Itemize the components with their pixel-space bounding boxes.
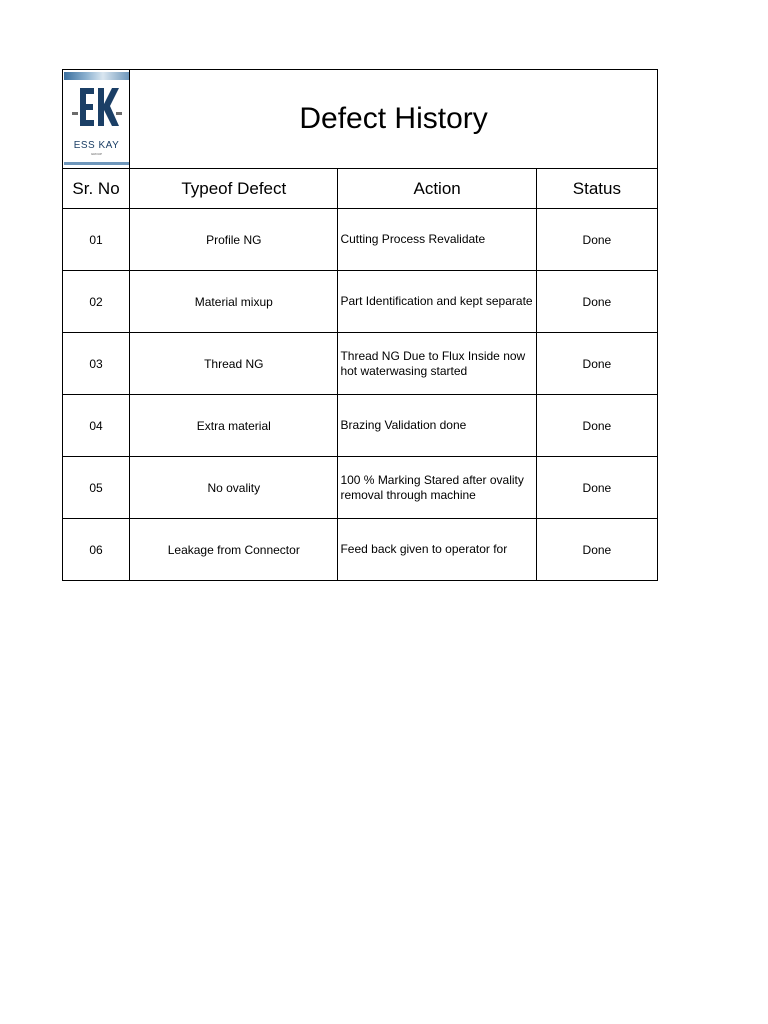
ek-logo-mark-icon — [72, 84, 122, 138]
column-header-status: Status — [536, 169, 657, 209]
cell-action: Thread NG Due to Flux Inside now hot waterwasing started — [338, 333, 536, 395]
logo-company-name: ESS KAY — [73, 140, 120, 151]
cell-defect-type: Leakage from Connector — [130, 519, 338, 581]
table-row — [63, 271, 658, 333]
logo-cell — [63, 70, 130, 169]
cell-defect-type: Material mixup — [130, 271, 338, 333]
cell-action: Brazing Validation done — [338, 395, 536, 457]
cell-sr-no: 03 — [63, 333, 130, 395]
header-row — [63, 169, 658, 209]
column-header-action: Action — [338, 169, 536, 209]
column-header-sr-no: Sr. No — [63, 169, 130, 209]
cell-status: Done — [536, 333, 657, 395]
table-row — [63, 457, 658, 519]
title-row — [63, 70, 658, 169]
table-row — [63, 395, 658, 457]
cell-sr-no: 04 — [63, 395, 130, 457]
cell-status: Done — [536, 457, 657, 519]
ess-kay-logo — [64, 72, 129, 165]
logo-bottom-stripe — [64, 162, 129, 165]
cell-action: Part Identification and kept separate — [338, 271, 536, 333]
table-row — [63, 519, 658, 581]
column-header-type-of-defect: Typeof Defect — [130, 169, 338, 209]
cell-sr-no: 01 — [63, 209, 130, 271]
cell-action: Feed back given to operator for — [338, 519, 536, 581]
page-title: Defect History — [299, 102, 488, 135]
cell-defect-type: No ovality — [130, 457, 338, 519]
defect-history-sheet — [62, 69, 658, 581]
cell-action: Cutting Process Revalidate — [338, 209, 536, 271]
cell-sr-no: 05 — [63, 457, 130, 519]
cell-status: Done — [536, 519, 657, 581]
logo-banner-stripe — [64, 72, 129, 80]
cell-defect-type: Extra material — [130, 395, 338, 457]
table-row — [63, 333, 658, 395]
cell-sr-no: 06 — [63, 519, 130, 581]
table-row — [63, 209, 658, 271]
cell-status: Done — [536, 209, 657, 271]
title-cell — [130, 70, 658, 169]
defect-table — [62, 69, 658, 581]
cell-defect-type: Profile NG — [130, 209, 338, 271]
cell-defect-type: Thread NG — [130, 333, 338, 395]
cell-action: 100 % Marking Stared after ovality removal through machine — [338, 457, 536, 519]
cell-status: Done — [536, 271, 657, 333]
cell-sr-no: 02 — [63, 271, 130, 333]
cell-status: Done — [536, 395, 657, 457]
logo-group-label: GROUP — [90, 152, 102, 156]
